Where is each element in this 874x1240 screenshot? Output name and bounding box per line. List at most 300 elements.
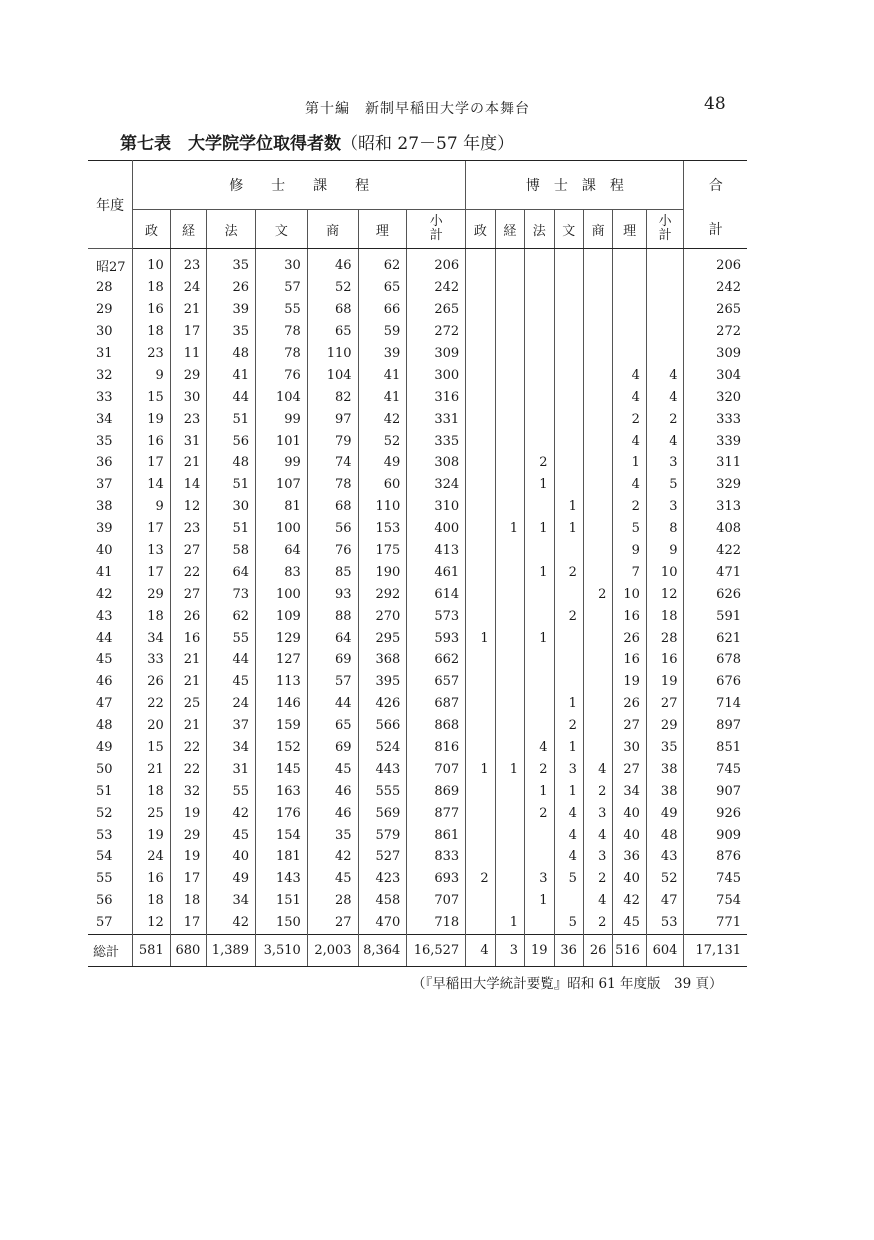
masters-cell: 17 [147,521,164,537]
doctoral-cell [525,343,554,365]
doctoral-cell [466,386,495,408]
doctoral-cell: 1 [495,518,524,540]
doctoral-cell: 2 [525,452,554,474]
total-cell: 422 [684,540,747,562]
doctoral-cell: 1 [554,518,583,540]
doctoral-cell [525,715,554,737]
masters-cell: 21 [170,671,207,693]
doctoral-cell [525,430,554,452]
year-cell: 35 [88,430,133,452]
doctoral-cell [583,649,612,671]
masters-cell: 129 [256,627,308,649]
doctoral-cell: 604 [646,934,684,966]
doctoral-cell [466,496,495,518]
doctoral-cell [583,452,612,474]
year-cell: 49 [88,737,133,759]
masters-cell: 24 [207,693,256,715]
total-cell: 909 [684,824,747,846]
masters-cell: 300 [407,364,466,386]
masters-cell: 31 [207,758,256,780]
masters-cell: 21 [170,715,207,737]
table-row [88,386,747,408]
masters-cell: 292 [358,583,407,605]
masters-cell: 127 [256,649,308,671]
masters-cell: 42 [207,802,256,824]
year-cell: 30 [88,321,133,343]
masters-cell: 176 [256,802,308,824]
masters-cell: 68 [307,496,358,518]
doctoral-cell [613,299,647,321]
total-cell: 242 [684,277,747,299]
doctoral-cell: 19 [646,671,684,693]
masters-cell: 146 [256,693,308,715]
masters-cell: 78 [256,343,308,365]
masters-cell: 73 [207,583,256,605]
masters-cell: 153 [358,518,407,540]
total-cell: 676 [684,671,747,693]
total-cell: 626 [684,583,747,605]
doctoral-cell [525,496,554,518]
year-cell: 46 [88,671,133,693]
doctoral-cell: 3 [583,802,612,824]
year-header: 年度 [88,161,133,249]
masters-cell: 368 [358,649,407,671]
masters-cell: 718 [407,912,466,934]
doctoral-cell: 10 [646,561,684,583]
total-cell: 309 [684,343,747,365]
masters-cell: 20 [147,718,164,734]
doctoral-cell: 26 [613,693,647,715]
masters-cell: 97 [307,408,358,430]
masters-cell: 64 [307,627,358,649]
masters-cell: 30 [256,249,308,277]
masters-cell: 707 [407,890,466,912]
doctoral-cell [466,737,495,759]
masters-cell: 17 [170,321,207,343]
grand-total-row [88,934,747,966]
doctoral-cell: 27 [613,715,647,737]
doctoral-cell: 16 [613,605,647,627]
doctoral-cell [466,364,495,386]
masters-cell: 44 [207,386,256,408]
doctoral-cell: 38 [646,758,684,780]
table-row [88,518,747,540]
doctoral-cell: 2 [466,868,495,890]
doctoral-cell [554,430,583,452]
masters-cell: 45 [207,671,256,693]
masters-cell: 110 [358,496,407,518]
doctoral-col-header: 政 [466,210,495,249]
doctoral-cell [466,693,495,715]
table-row [88,452,747,474]
masters-cell: 242 [407,277,466,299]
doctoral-cell [466,518,495,540]
masters-cell: 28 [307,890,358,912]
total-cell: 678 [684,649,747,671]
doctoral-cell: 40 [613,802,647,824]
doctoral-cell: 1 [525,890,554,912]
masters-cell: 181 [256,846,308,868]
doctoral-cell [583,386,612,408]
masters-cell: 579 [358,824,407,846]
doctoral-cell [495,737,524,759]
masters-cell: 27 [170,583,207,605]
doctoral-cell [554,671,583,693]
masters-cell: 470 [358,912,407,934]
masters-cell: 85 [307,561,358,583]
doctoral-col-header: 商 [583,210,612,249]
total-cell: 591 [684,605,747,627]
masters-cell: 49 [358,452,407,474]
doctoral-col-header: 理 [613,210,647,249]
masters-col-header: 経 [170,210,207,249]
doctoral-cell: 2 [613,496,647,518]
doctoral-col-header: 文 [554,210,583,249]
table-title [120,129,514,154]
doctoral-col-header: 経 [495,210,524,249]
masters-cell: 45 [307,758,358,780]
doctoral-cell [525,605,554,627]
masters-cell: 9 [155,499,164,515]
total-cell: 304 [684,364,747,386]
masters-cell: 26 [170,605,207,627]
year-cell: 51 [88,780,133,802]
total-cell: 907 [684,780,747,802]
doctoral-cell [525,671,554,693]
doctoral-cell: 2 [554,561,583,583]
doctoral-cell [466,249,495,277]
masters-cell: 33 [147,652,164,668]
doctoral-cell: 4 [466,934,495,966]
table-row [88,540,747,562]
masters-cell: 31 [170,430,207,452]
doctoral-cell [495,277,524,299]
masters-cell: 16,527 [407,934,466,966]
table-row [88,693,747,715]
doctoral-cell [583,496,612,518]
doctoral-cell [495,627,524,649]
masters-cell: 19 [170,846,207,868]
masters-cell: 190 [358,561,407,583]
masters-cell: 18 [147,280,164,296]
doctoral-cell: 3 [646,496,684,518]
doctoral-cell [554,386,583,408]
masters-col-header: 理 [358,210,407,249]
doctoral-cell: 1 [525,627,554,649]
masters-cell: 12 [147,915,164,931]
year-cell: 37 [88,474,133,496]
masters-cell: 57 [307,671,358,693]
masters-cell: 27 [307,912,358,934]
doctoral-cell: 35 [646,737,684,759]
total-cell: 745 [684,868,747,890]
masters-cell: 16 [147,433,164,449]
masters-cell: 272 [407,321,466,343]
masters-cell: 16 [147,302,164,318]
doctoral-cell [554,408,583,430]
masters-cell: 21 [147,761,164,777]
doctoral-cell: 5 [613,518,647,540]
table-title-main: 第七表 大学院学位取得者数 [120,134,341,154]
masters-cell: 41 [358,386,407,408]
doctoral-cell: 1 [525,561,554,583]
masters-cell: 21 [170,299,207,321]
masters-cell: 395 [358,671,407,693]
doctoral-cell [583,430,612,452]
doctoral-cell [554,649,583,671]
masters-cell: 18 [147,608,164,624]
masters-cell: 707 [407,758,466,780]
masters-cell: 19 [147,411,164,427]
table-row [88,496,747,518]
doctoral-cell [525,299,554,321]
masters-cell: 657 [407,671,466,693]
masters-cell: 76 [256,364,308,386]
masters-cell: 22 [170,561,207,583]
running-head: 第十編 新制早稲田大学の本舞台 [305,101,530,117]
doctoral-cell [525,364,554,386]
doctoral-cell: 12 [646,583,684,605]
masters-cell: 400 [407,518,466,540]
doctoral-cell [466,299,495,321]
masters-cell: 93 [307,583,358,605]
masters-col-header: 小 計 [407,210,466,249]
masters-cell: 60 [358,474,407,496]
doctoral-cell [466,912,495,934]
masters-cell: 42 [307,846,358,868]
masters-cell: 65 [307,321,358,343]
masters-cell: 32 [170,780,207,802]
doctoral-cell: 1 [554,693,583,715]
doctoral-cell: 16 [613,649,647,671]
year-cell: 54 [88,846,133,868]
doctoral-cell [646,321,684,343]
doctoral-cell [495,890,524,912]
doctoral-cell [554,583,583,605]
total-cell: 621 [684,627,747,649]
doctoral-cell [554,277,583,299]
total-cell: 17,131 [684,934,747,966]
masters-cell: 59 [358,321,407,343]
masters-cell: 13 [147,543,164,559]
masters-cell: 29 [170,364,207,386]
year-cell: 29 [88,299,133,321]
masters-cell: 101 [256,430,308,452]
doctoral-cell [554,452,583,474]
table-row [88,605,747,627]
doctoral-cell: 27 [646,693,684,715]
table-title-range: （昭和 27－57 年度） [341,134,515,154]
doctoral-cell [613,277,647,299]
table-row [88,890,747,912]
doctoral-cell: 3 [495,934,524,966]
year-cell: 39 [88,518,133,540]
table-row [88,474,747,496]
doctoral-cell: 48 [646,824,684,846]
masters-cell: 37 [207,715,256,737]
year-cell: 45 [88,649,133,671]
masters-cell: 62 [207,605,256,627]
masters-cell: 42 [207,912,256,934]
doctoral-cell: 5 [554,868,583,890]
doctoral-cell: 4 [583,758,612,780]
doctoral-cell [495,364,524,386]
doctoral-cell: 3 [554,758,583,780]
masters-cell: 680 [170,934,207,966]
masters-cell: 569 [358,802,407,824]
masters-cell: 151 [256,890,308,912]
masters-cell: 309 [407,343,466,365]
masters-cell: 443 [358,758,407,780]
masters-cell: 21 [170,452,207,474]
year-cell: 28 [88,277,133,299]
masters-cell: 56 [307,518,358,540]
doctoral-cell: 2 [525,802,554,824]
doctoral-cell [466,671,495,693]
doctoral-cell [495,452,524,474]
table-row [88,430,747,452]
doctoral-cell: 36 [613,846,647,868]
table-row [88,343,747,365]
masters-cell: 693 [407,868,466,890]
masters-cell: 150 [256,912,308,934]
doctoral-cell: 2 [583,868,612,890]
year-cell: 36 [88,452,133,474]
doctoral-cell [495,299,524,321]
masters-cell: 29 [147,586,164,602]
total-cell: 272 [684,321,747,343]
doctoral-cell [583,249,612,277]
masters-cell: 51 [207,408,256,430]
masters-cell: 14 [170,474,207,496]
masters-cell: 44 [307,693,358,715]
doctoral-cell: 3 [525,868,554,890]
masters-cell: 175 [358,540,407,562]
table-row [88,364,747,386]
table-row [88,802,747,824]
masters-cell: 99 [256,408,308,430]
masters-cell: 57 [256,277,308,299]
doctoral-cell [525,583,554,605]
doctoral-cell: 4 [554,802,583,824]
doctoral-cell [466,780,495,802]
doctoral-cell [525,540,554,562]
doctoral-cell: 4 [525,737,554,759]
masters-cell: 426 [358,693,407,715]
masters-cell: 24 [147,849,164,865]
masters-cell: 55 [256,299,308,321]
masters-cell: 65 [358,277,407,299]
doctoral-cell [583,540,612,562]
masters-cell: 104 [256,386,308,408]
doctoral-cell: 29 [646,715,684,737]
masters-cell: 555 [358,780,407,802]
doctoral-cell: 8 [646,518,684,540]
doctoral-cell [583,474,612,496]
masters-cell: 82 [307,386,358,408]
doctoral-cell [525,912,554,934]
masters-cell: 308 [407,452,466,474]
masters-cell: 74 [307,452,358,474]
total-cell: 926 [684,802,747,824]
masters-cell: 30 [170,386,207,408]
doctoral-cell: 3 [646,452,684,474]
doctoral-cell [583,343,612,365]
masters-cell: 34 [147,630,164,646]
doctoral-cell: 43 [646,846,684,868]
table-row [88,671,747,693]
doctoral-cell [495,540,524,562]
doctoral-cell: 1 [525,474,554,496]
page-number: 48 [704,94,726,114]
doctoral-cell: 1 [466,627,495,649]
masters-cell: 51 [207,518,256,540]
masters-cell: 10 [147,258,164,274]
doctoral-cell [495,321,524,343]
doctoral-cell [525,693,554,715]
table-body [88,249,747,967]
doctoral-cell: 27 [613,758,647,780]
doctoral-col-header: 小 計 [646,210,684,249]
masters-cell: 614 [407,583,466,605]
masters-cell: 45 [207,824,256,846]
masters-cell: 58 [207,540,256,562]
table-row [88,780,747,802]
doctoral-cell [554,627,583,649]
masters-cell: 45 [307,868,358,890]
doctoral-cell: 19 [613,671,647,693]
masters-cell: 22 [170,737,207,759]
total-cell: 408 [684,518,747,540]
doctoral-cell [583,299,612,321]
total-cell: 206 [684,249,747,277]
doctoral-cell [583,627,612,649]
doctoral-cell [495,780,524,802]
masters-cell: 566 [358,715,407,737]
year-cell: 41 [88,561,133,583]
doctoral-cell [466,408,495,430]
doctoral-cell: 4 [613,364,647,386]
doctoral-cell: 4 [613,474,647,496]
doctoral-cell [525,386,554,408]
masters-cell: 55 [207,627,256,649]
masters-cell: 79 [307,430,358,452]
year-cell: 55 [88,868,133,890]
masters-cell: 26 [147,674,164,690]
masters-cell: 14 [147,477,164,493]
doctoral-cell [583,671,612,693]
doctoral-cell: 42 [613,890,647,912]
doctoral-cell [466,452,495,474]
doctoral-cell: 9 [646,540,684,562]
doctoral-cell: 34 [613,780,647,802]
source-note: （『早稲田大学統計要覧』昭和 61 年度版 39 頁） [412,976,723,992]
doctoral-cell [525,249,554,277]
masters-cell: 52 [358,430,407,452]
doctoral-cell: 1 [554,496,583,518]
doctoral-cell: 10 [613,583,647,605]
masters-cell: 458 [358,890,407,912]
masters-cell: 35 [207,249,256,277]
table-row [88,737,747,759]
total-cell: 876 [684,846,747,868]
total-cell: 754 [684,890,747,912]
doctoral-cell [495,649,524,671]
year-cell: 44 [88,627,133,649]
doctoral-cell: 5 [646,474,684,496]
masters-cell: 17 [170,912,207,934]
masters-cell: 107 [256,474,308,496]
